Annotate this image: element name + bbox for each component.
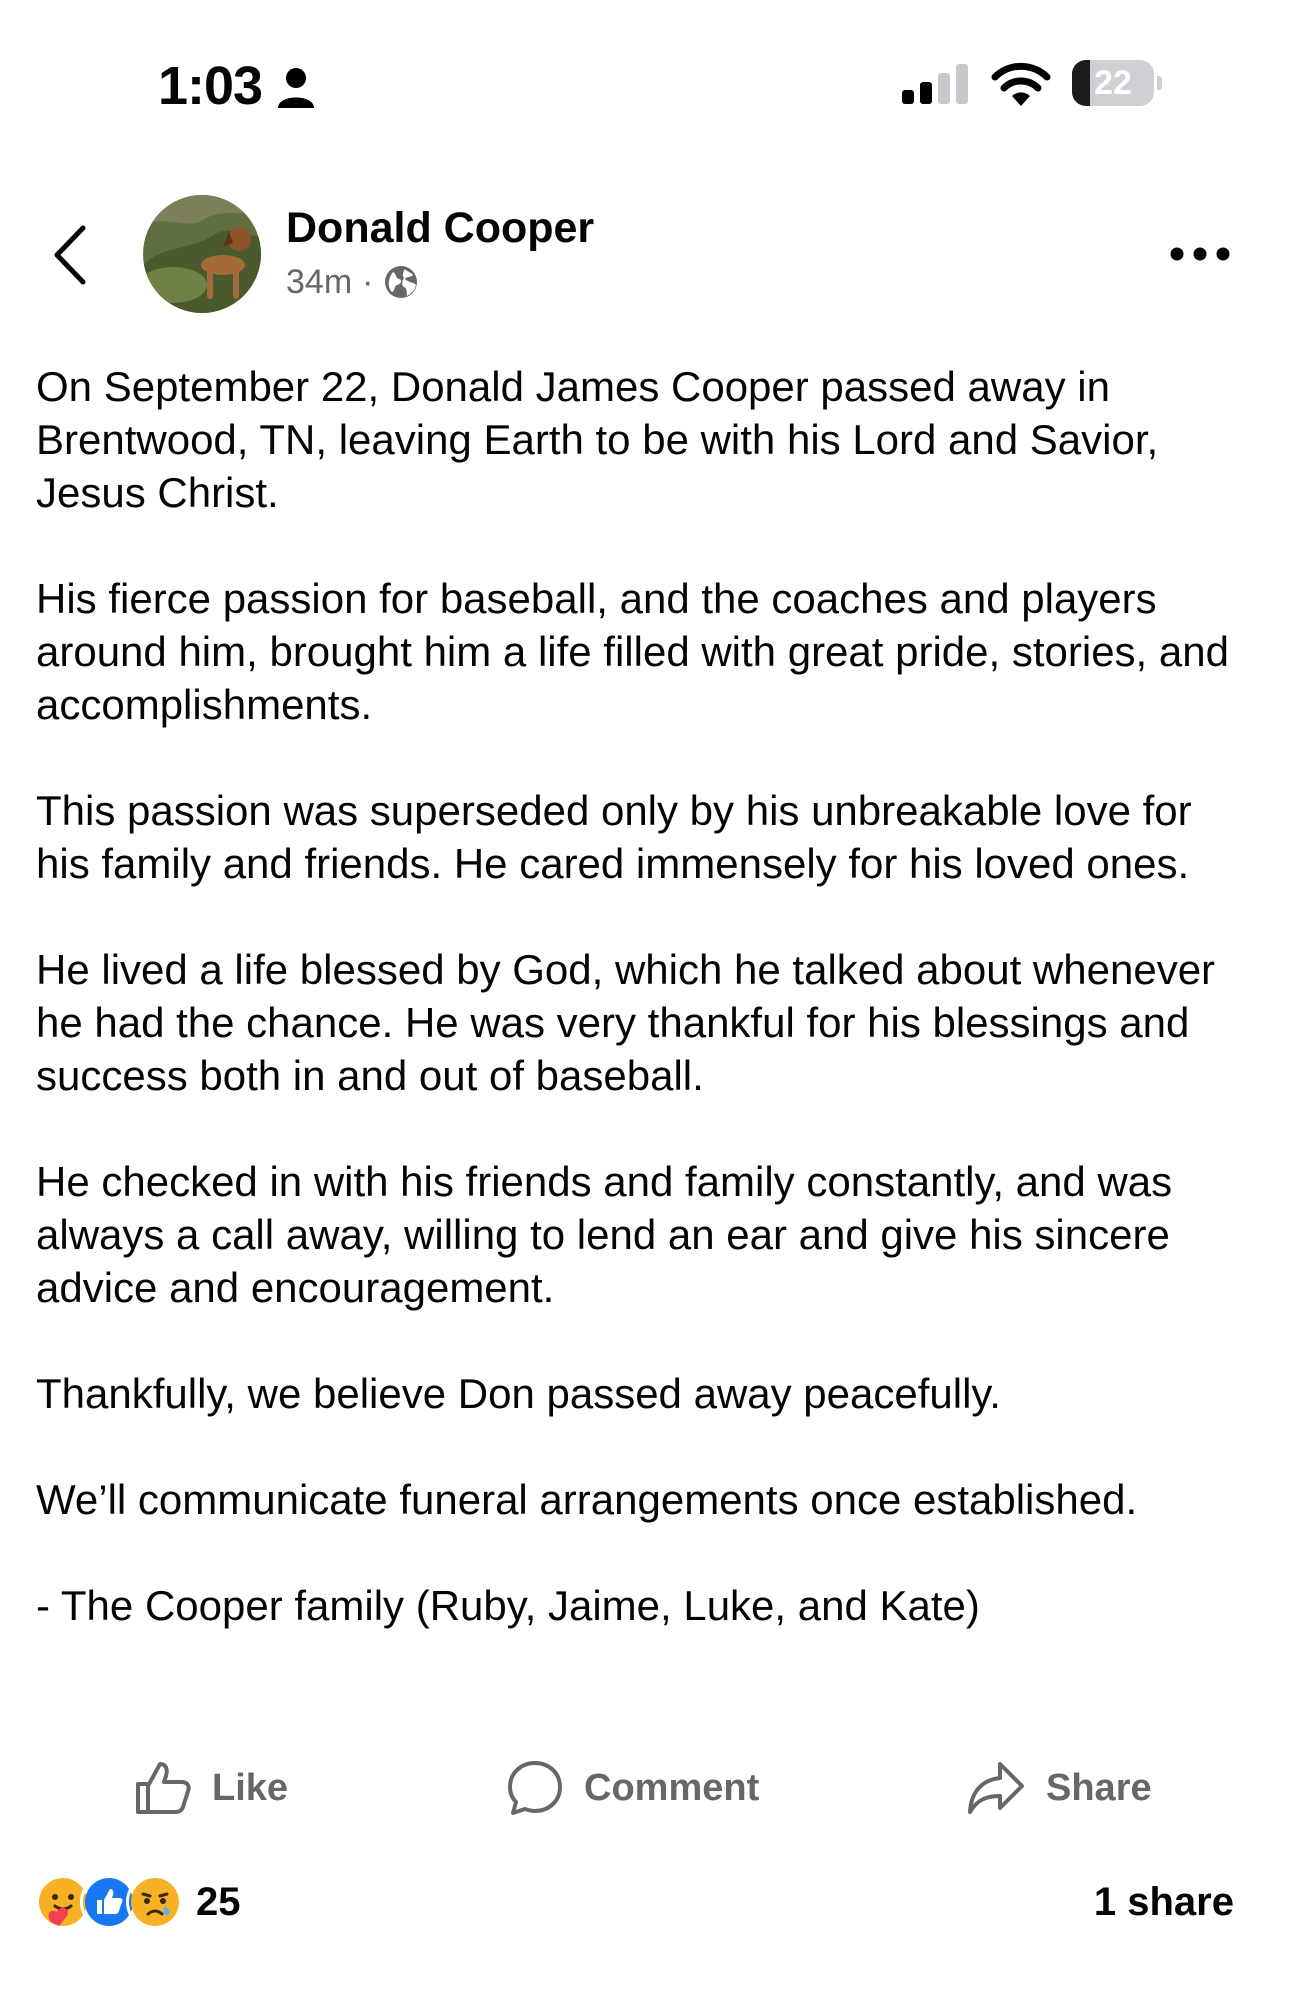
dog-photo: [143, 195, 261, 313]
meta-separator: ·: [362, 262, 374, 301]
battery-level: 22: [1094, 64, 1132, 102]
cellular-signal-icon: [902, 62, 972, 106]
back-button[interactable]: [44, 220, 94, 290]
post-meta: [286, 260, 419, 304]
post-paragraph: We’ll communicate funeral arrangements once established.: [36, 1476, 1138, 1523]
battery-tip: [1157, 76, 1162, 90]
post-paragraph: He lived a life blessed by God, which he talked about whenever he had the chance. He was very thankful for his blessings and success both in and out of baseball.: [36, 946, 1216, 1099]
comment-button[interactable]: [506, 1748, 759, 1828]
battery-indicator: [1072, 60, 1162, 106]
reaction-summary[interactable]: [34, 1872, 241, 1932]
person-icon: [276, 66, 316, 110]
chevron-left-icon: [51, 224, 87, 286]
share-count[interactable]: 1 share: [1093, 1880, 1234, 1924]
thumbs-up-icon: [134, 1760, 192, 1816]
more-horizontal-icon: [1169, 246, 1231, 262]
battery-body: [1072, 60, 1154, 106]
like-label: Like: [212, 1766, 289, 1809]
post-paragraph: His fierce passion for baseball, and the coaches and players around him, brought him a life filled with great pride, stories, and accomplishments.: [36, 575, 1229, 728]
more-options-button[interactable]: [1160, 226, 1240, 282]
share-label: Share: [1046, 1766, 1152, 1809]
avatar[interactable]: [143, 195, 261, 313]
author-name[interactable]: Donald Cooper: [286, 204, 595, 252]
post-paragraph: On September 22, Donald James Cooper passed away in Brentwood, TN, leaving Earth to be with his Lord and Savior, Jesus Christ.: [36, 363, 1159, 516]
status-time: 1:03: [158, 56, 263, 116]
post-paragraph: Thankfully, we believe Don passed away peacefully.: [36, 1370, 1001, 1417]
wifi-icon: [990, 60, 1052, 108]
comment-label: Comment: [584, 1766, 760, 1809]
comment-bubble-icon: [506, 1759, 564, 1817]
share-arrow-icon: [966, 1760, 1026, 1816]
post-timestamp[interactable]: 34m: [286, 262, 353, 301]
like-button[interactable]: [134, 1748, 288, 1828]
post-body: [36, 360, 1256, 1685]
sad-reaction-icon: [126, 1873, 184, 1931]
action-bar: [0, 1748, 1290, 1828]
post-paragraph: This passion was superseded only by his unbreakable love for his family and friends. He cared immensely for his loved ones.: [36, 787, 1192, 887]
share-button[interactable]: [966, 1748, 1152, 1828]
status-bar: [0, 0, 1290, 175]
reaction-count: 25: [196, 1879, 241, 1924]
post-signature: - The Cooper family (Ruby, Jaime, Luke, and Kate): [36, 1582, 980, 1629]
globe-icon: [383, 264, 419, 300]
post-paragraph: He checked in with his friends and family constantly, and was always a call away, willing to lend an ear and give his sincere advice and encouragement.: [36, 1158, 1173, 1311]
